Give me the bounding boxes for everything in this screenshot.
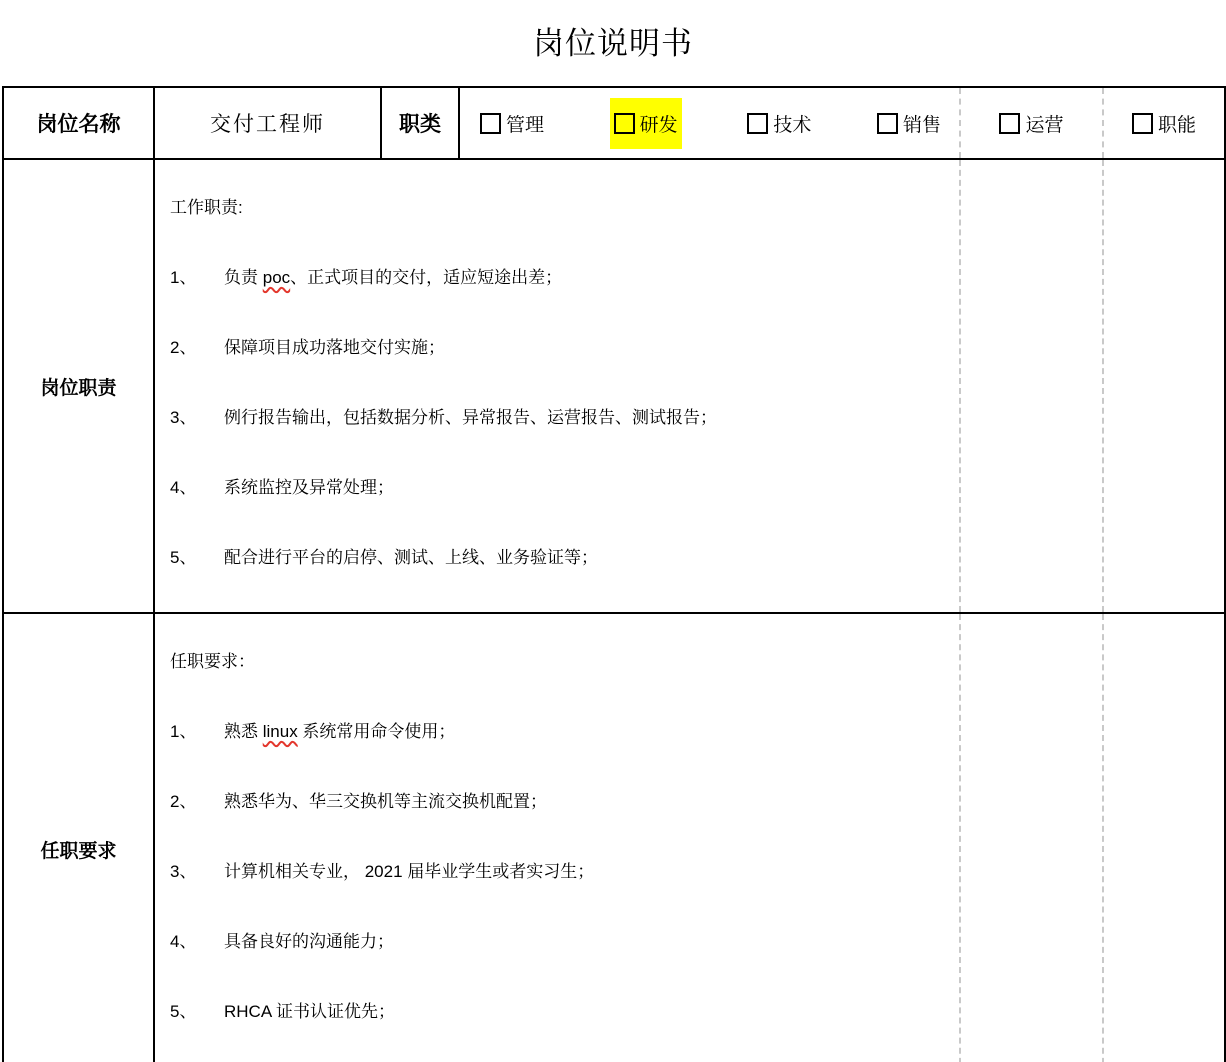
empty-cell	[1102, 160, 1224, 612]
item-text: 熟悉华为、华三交换机等主流交换机配置；	[224, 791, 547, 811]
item-number: 1、	[170, 267, 197, 287]
list-item	[170, 310, 953, 380]
table-row-header	[4, 88, 1224, 160]
spellcheck-word: linux	[262, 721, 298, 741]
checkbox-icon[interactable]	[480, 113, 501, 134]
item-text: RHCA 证书认证优先；	[224, 1001, 395, 1021]
item-number: 4、	[170, 477, 197, 497]
checkbox-icon[interactable]	[747, 113, 768, 134]
item-number: 2、	[170, 337, 197, 357]
requirements-row-label: 任职要求	[4, 614, 155, 1062]
checkbox-rnd-highlighted[interactable]	[610, 98, 682, 149]
page-title: 岗位说明书	[533, 26, 693, 61]
item-number: 2、	[170, 791, 197, 811]
item-text: 具备良好的沟通能力；	[224, 931, 394, 951]
checkbox-icon[interactable]	[999, 113, 1020, 134]
checkbox-technology[interactable]	[747, 110, 811, 137]
checkbox-sales[interactable]	[877, 110, 941, 137]
checkbox-label: 运营	[1025, 114, 1064, 136]
item-text: 系统监控及异常处理；	[224, 477, 394, 497]
category-cell-operations	[959, 88, 1102, 158]
item-text: 负责 poc、正式项目的交付，适应短途出差；	[224, 267, 563, 287]
item-number: 4、	[170, 931, 197, 951]
checkbox-label: 职能	[1157, 114, 1196, 136]
category-label: 职类	[382, 88, 460, 158]
list-item	[170, 834, 953, 904]
requirements-content	[155, 614, 959, 1062]
item-text: 熟悉 linux 系统常用命令使用；	[224, 721, 456, 741]
item-number: 1、	[170, 721, 197, 741]
responsibilities-row-label: 岗位职责	[4, 160, 155, 612]
item-text: 保障项目成功落地交付实施；	[224, 337, 445, 357]
empty-cell	[959, 614, 1102, 1062]
checkbox-function[interactable]	[1132, 110, 1196, 137]
section-heading: 任职要求：	[170, 651, 255, 671]
table-row-responsibilities	[4, 160, 1224, 614]
empty-cell	[959, 160, 1102, 612]
checkbox-label: 技术	[773, 114, 812, 136]
list-item	[170, 240, 953, 310]
item-number: 5、	[170, 547, 197, 567]
item-text: 计算机相关专业， 2021 届毕业学生或者实习生；	[224, 861, 595, 881]
position-name-value: 交付工程师	[155, 88, 382, 158]
checkbox-icon[interactable]	[877, 113, 898, 134]
list-item	[170, 764, 953, 834]
checkbox-label: 研发	[639, 114, 678, 136]
section-heading: 工作职责:	[170, 197, 243, 217]
checkbox-icon[interactable]	[1132, 113, 1153, 134]
responsibilities-content	[155, 160, 959, 612]
category-cell-function	[1102, 88, 1224, 158]
item-text: 例行报告输出，包括数据分析、异常报告、运营报告、测试报告；	[224, 407, 717, 427]
item-number: 3、	[170, 861, 197, 881]
list-item	[170, 974, 953, 1044]
list-item	[170, 380, 953, 450]
checkbox-label: 销售	[902, 114, 941, 136]
item-number: 5、	[170, 1001, 197, 1021]
item-text: 配合进行平台的启停、测试、上线、业务验证等；	[224, 547, 598, 567]
empty-cell	[1102, 614, 1224, 1062]
checkbox-operations[interactable]	[999, 110, 1063, 137]
item-number: 3、	[170, 407, 197, 427]
category-checkbox-group	[460, 88, 959, 158]
checkbox-icon[interactable]	[614, 113, 635, 134]
list-item	[170, 694, 953, 764]
list-item	[170, 520, 953, 590]
job-description-table	[2, 86, 1226, 1062]
list-item	[170, 904, 953, 974]
spellcheck-word: poc	[262, 267, 291, 287]
checkbox-management[interactable]	[480, 110, 544, 137]
table-row-requirements	[4, 614, 1224, 1062]
position-name-label: 岗位名称	[4, 88, 155, 158]
checkbox-label: 管理	[506, 114, 545, 136]
list-item	[170, 450, 953, 520]
